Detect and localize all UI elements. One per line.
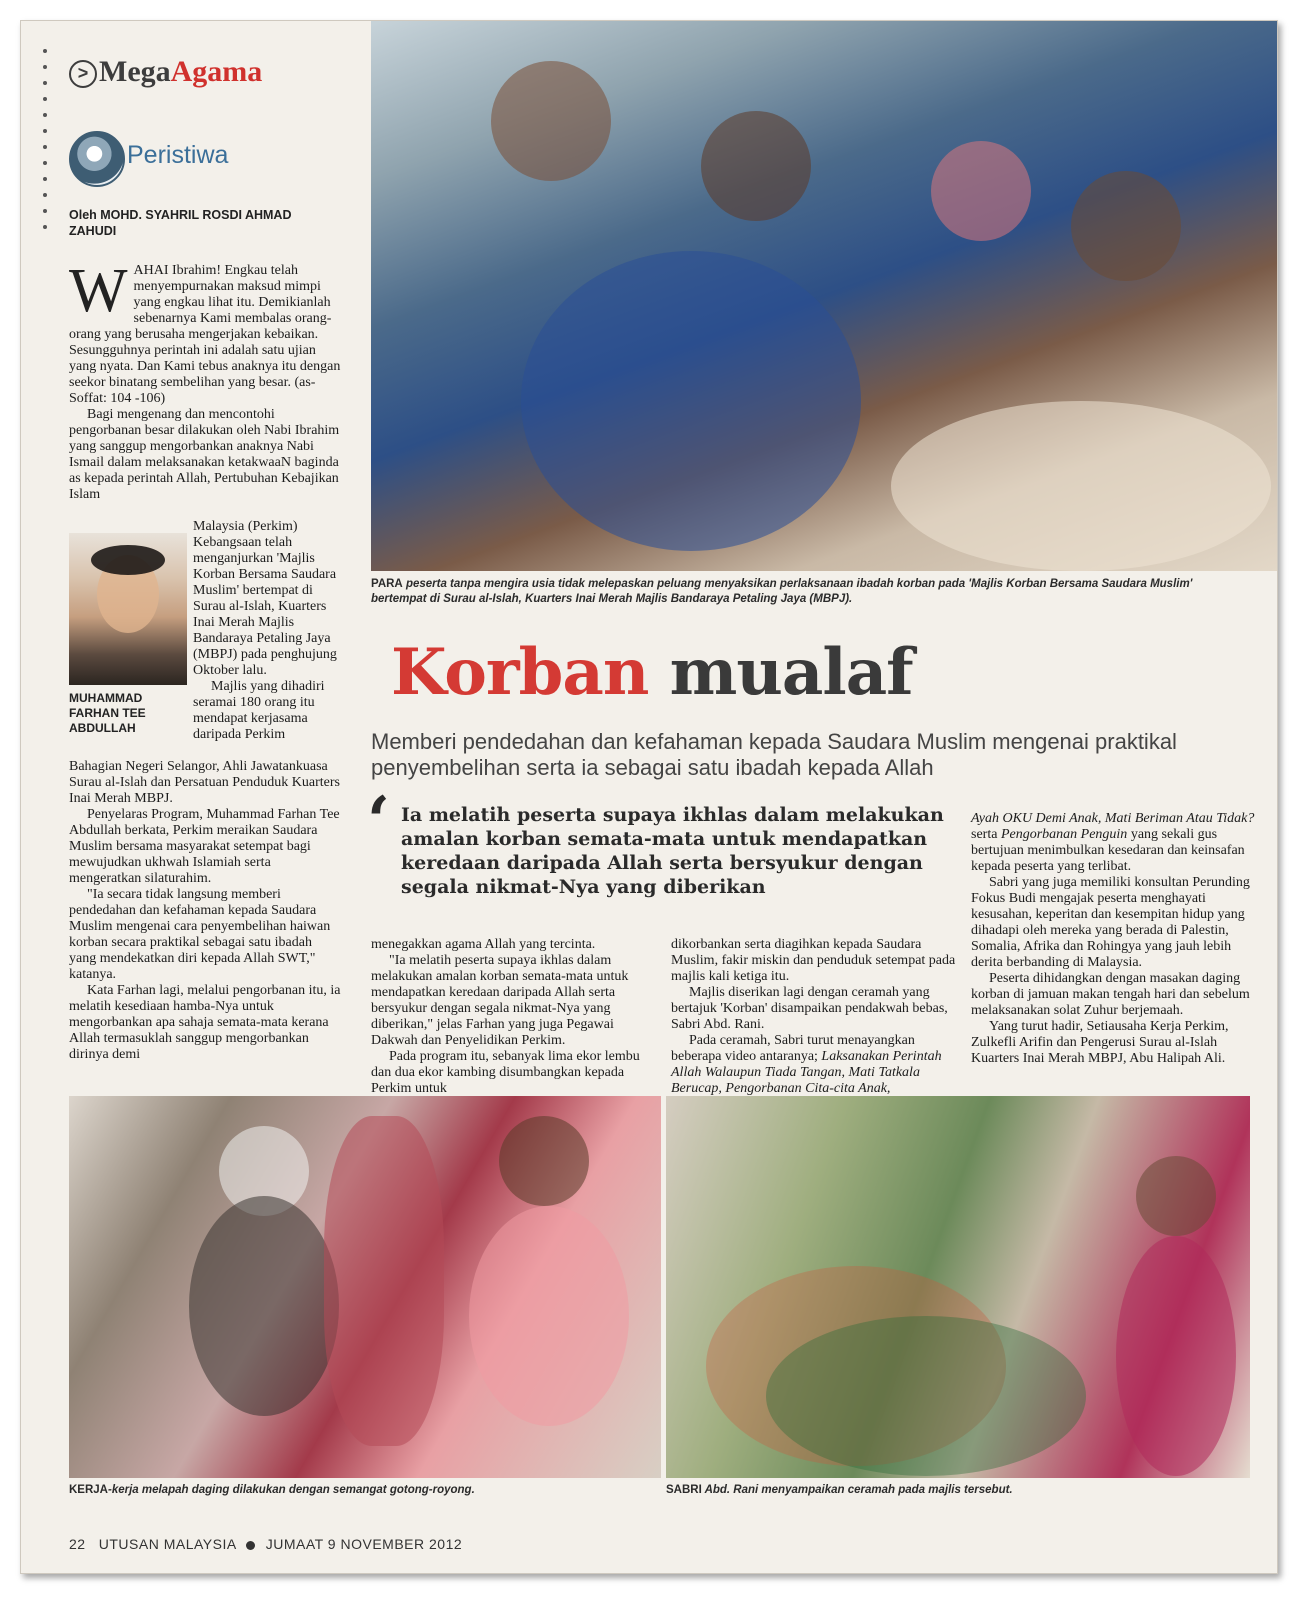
col4-para-d: Yang turut hadir, Setiausaha Kerja Perkim, Zulkefli Arifin dan Pengerusi Surau al-Islah Kuarters Inai Merah MBPJ, Abu Halipah Ali.	[971, 1019, 1229, 1066]
col4-para-b: Sabri yang juga memiliki konsultan Perunding Fokus Budi mengajak peserta menghayati kesusahan, keperitan dan kesempitan hidup yang dihadapi oleh mereka yang berada di Palestin, Somalia, Afrika dan Rohingya yang jauh lebih derita berbanding di Malaysia.	[971, 875, 1250, 970]
section-name: Agama	[170, 55, 263, 88]
col1-para-d: Penyelaras Program, Muhammad Farhan Tee Abdullah berkata, Perkim meraikan Saudara Muslim bersama masyarakat setempat bagi mewujudkan ukhwah Islamiah serta mengeratkan silaturahim.	[69, 807, 340, 886]
peristiwa-icon	[69, 131, 125, 187]
col1-para-b: Bagi mengenang dan mencontohi pengorbanan besar dilakukan oleh Nabi Ibrahim yang sanggup mengorbankan anaknya Nabi Ismail dalam melaksanakan ketakwaaN baginda as kepada perintah Allah, Pertubuhan Kebajikan Islam	[69, 407, 340, 502]
subsection-title: Peristiwa	[127, 141, 229, 169]
photo-korban-participants	[371, 21, 1277, 571]
col1-para-f: Kata Farhan lagi, melalui pengorbanan itu, ia melatih kesediaan hamba-Nya untuk mengorbankan apa sahaja semata-mata kerana Allah termasuklah sanggup mengorbankan dirinya demi	[69, 983, 341, 1062]
portrait-photo	[69, 533, 187, 685]
right-photo-caption: SABRI Abd. Rani menyampaikan ceramah pada majlis tersebut.	[666, 1484, 1013, 1496]
col4-para-a: Ayah OKU Demi Anak, Mati Beriman Atau Tidak? serta Pengorbanan Penguin yang sekali gus bertujuan menimbulkan kesedaran dan keinsafan kepada peserta yang terlibat.	[971, 811, 1255, 874]
col1-para-a: AHAI Ibrahim! Engkau telah menyempurnakan maksud mimpi yang engkau lihat itu. Demikianlah sebenarnya Kami membalas orang-orang yang berusaha mengerjakan kebaikan. Sesungguhnya perintah ini adalah satu ujian yang nyata. Dan Kami tebus anaknya itu dengan seekor binatang sembelihan yang besar. (as-Soffat: 104 -106)	[69, 263, 341, 406]
chevron-right-icon: >	[69, 60, 97, 88]
col3-para-c: Pada ceramah, Sabri turut menayangkan beberapa video antaranya; Laksanakan Perintah Allah Walaupun Tiada Tangan, Mati Tatkala Berucap, Pengorbanan Cita-cita Anak,	[671, 1033, 956, 1113]
top-photo-caption: PARA peserta tanpa mengira usia tidak melepaskan peluang menyaksikan perlaksanaan ibadah korban pada 'Majlis Korban Bersama Saudara Muslim' bertempat di Surau al-Islah, Kuarters Inai Merah Majlis Bandaraya Petaling Jaya (MBPJ).	[371, 578, 1193, 605]
column-3	[671, 937, 956, 1113]
dropcap: W	[69, 257, 128, 325]
newspaper-page	[20, 20, 1278, 1574]
video-titles: Laksanakan Perintah Allah Walaupun Tiada Tangan, Mati Tatkala Berucap, Pengorbanan Cita-cita Anak,	[671, 1049, 942, 1096]
col4-para-c: Peserta dihidangkan dengan masakan daging korban di jamuan makan tengah hari dan sebelum melaksanakan solat Zuhur berjemaah.	[971, 971, 1250, 1018]
headline-word-1: Korban	[391, 635, 649, 710]
issue-date: JUMAAT 9 NOVEMBER 2012	[265, 1536, 463, 1552]
col2-para-b: "Ia melatih peserta supaya ikhlas dalam melakukan amalan korban semata-mata untuk mendapatkan keredaan daripada Allah serta bersyukur dengan segala nikmat-Nya yang diberikan," jelas Farhan yang juga Pegawai Dakwah dan Penyelidikan Perkim.	[371, 953, 629, 1048]
headline	[391, 635, 913, 710]
col2-para-a: menegakkan agama Allah yang tercinta.	[371, 937, 596, 952]
col1-wrap-text-2: Majlis yang dihadiri seramai 180 orang itu mendapat kerjasama daripada Perkim	[193, 679, 325, 742]
newspaper-name: UTUSAN MALAYSIA	[98, 1536, 236, 1552]
column-1-top	[69, 257, 341, 503]
column-1-bottom	[69, 759, 341, 1063]
photo-meat-processing	[69, 1096, 661, 1478]
pull-quote: Ia melatih peserta supaya ikhlas dalam melakukan amalan korban semata-mata untuk mendapatkan keredaan daripada Allah serta bersyukur dengan segala nikmat-Nya yang diberikan	[401, 804, 944, 898]
byline: Oleh MOHD. SYAHRIL ROSDI AHMAD ZAHUDI	[69, 208, 292, 238]
col3-para-a: dikorbankan serta diagihkan kepada Saudara Muslim, fakir miskin dan penduduk setempat pada majlis kali ketiga itu.	[671, 937, 956, 984]
headline-deck: Memberi pendedahan dan kefahaman kepada Saudara Muslim mengenai praktikal penyembelihan serta ia sebagai satu ibadah kepada Allah	[371, 729, 1177, 780]
section-prefix: Mega	[99, 55, 171, 88]
left-photo-caption: KERJA-kerja melapah daging dilakukan dengan semangat gotong-royong.	[69, 1484, 475, 1496]
col2-para-c: Pada program itu, sebanyak lima ekor lembu dan dua ekor kambing disumbangkan kepada Perkim untuk	[371, 1049, 640, 1096]
col1-wrap-text: Malaysia (Perkim) Kebangsaan telah menganjurkan 'Majlis Korban Bersama Saudara Muslim' bertempat di Surau al-Islah, Kuarters Inai Merah Majlis Bandaraya Petaling Jaya (MBPJ) pada penghujung Oktober lalu.	[193, 519, 337, 678]
bullet-icon	[246, 1541, 255, 1550]
headline-word-2: mualaf	[669, 635, 913, 710]
section-header	[69, 55, 262, 89]
photo-lecture	[666, 1096, 1250, 1478]
column-4	[971, 811, 1256, 1067]
page-number: 22	[69, 1536, 86, 1552]
column-2	[371, 937, 651, 1097]
quote-mark-icon: ‘	[367, 782, 390, 860]
col3-para-b: Majlis diserikan lagi dengan ceramah yang bertajuk 'Korban' disampaikan pendakwah bebas, Sabri Abd. Rani.	[671, 985, 948, 1032]
page-footer	[69, 1536, 462, 1552]
margin-dots	[43, 49, 49, 241]
portrait-caption: MUHAMMAD FARHAN TEE ABDULLAH	[69, 691, 146, 735]
col1-para-c: Bahagian Negeri Selangor, Ahli Jawatankuasa Surau al-Islah dan Persatuan Penduduk Kuarters Inai Merah MBPJ.	[69, 759, 340, 806]
column-1-wrap	[193, 519, 343, 743]
col1-para-e: "Ia secara tidak langsung memberi pendedahan dan kefahaman kepada Saudara Muslim mengenai cara penyembelihan haiwan korban secara praktikal sebagai satu ibadah yang mendekatkan diri kepada Allah SWT," katanya.	[69, 887, 331, 982]
